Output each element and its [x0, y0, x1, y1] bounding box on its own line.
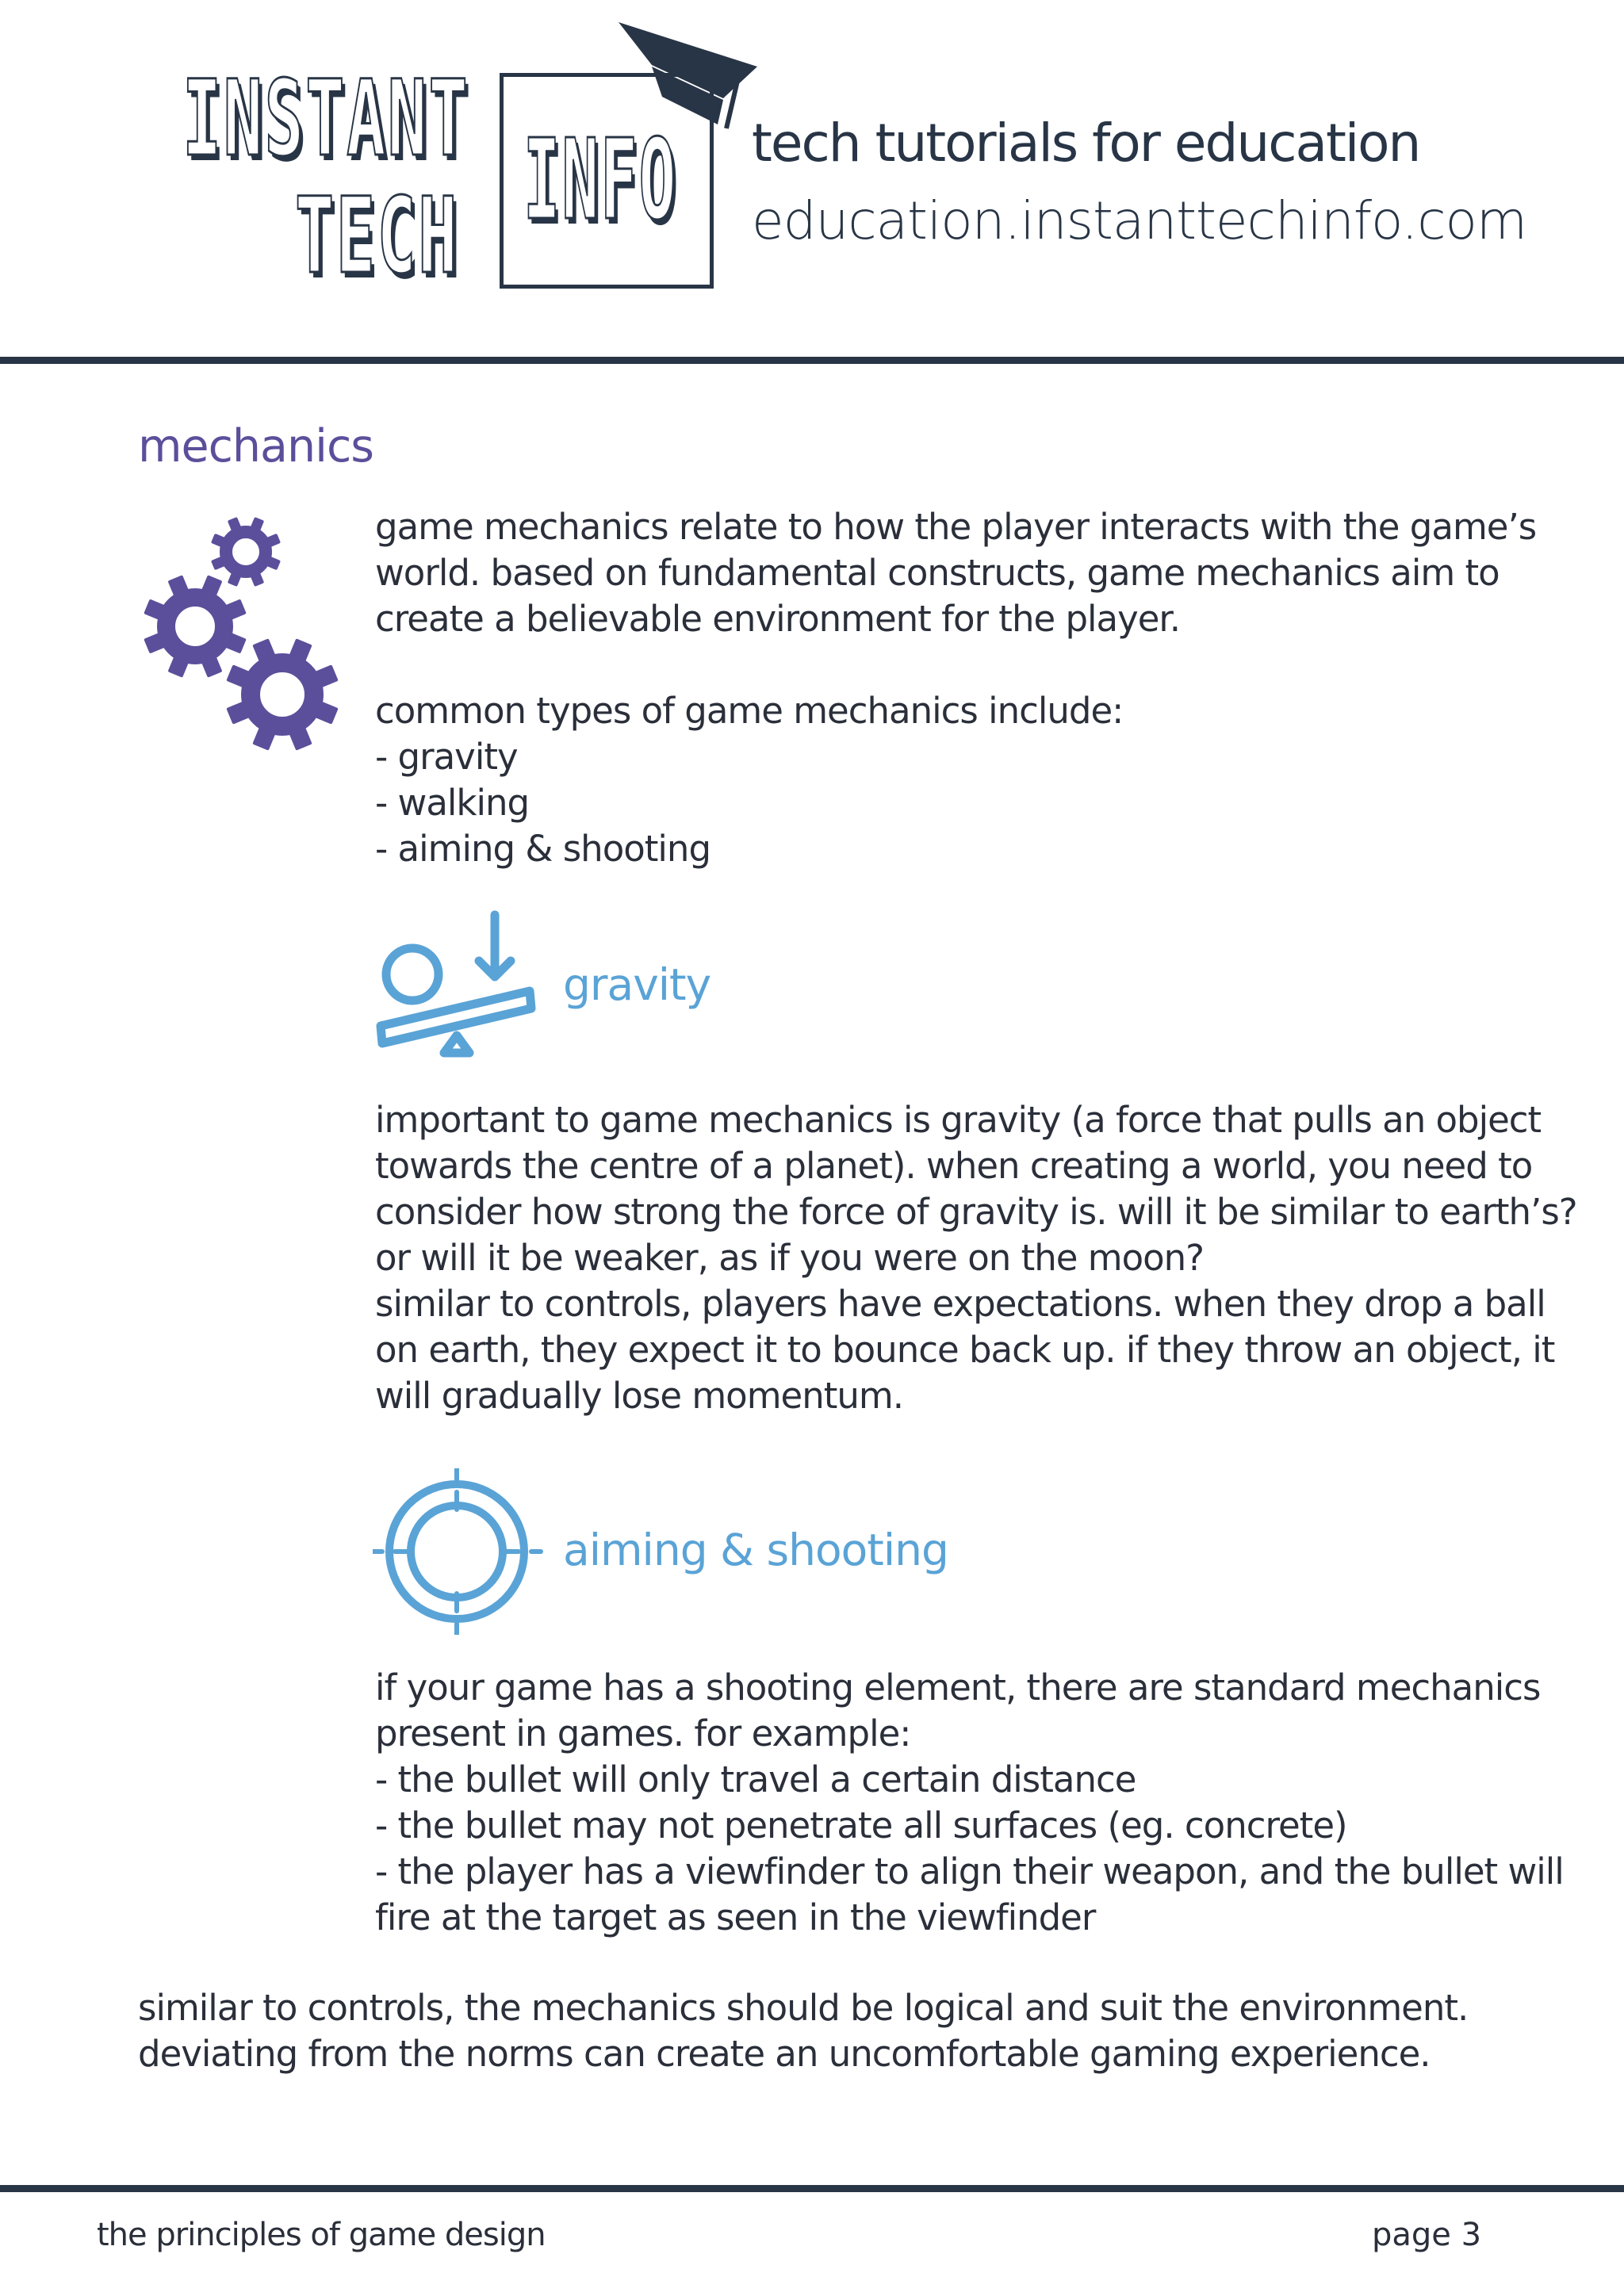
logo-tech-text: TECH	[295, 175, 460, 297]
site-url[interactable]: education.instanttechinfo.com	[752, 190, 1527, 251]
text-line: if your game has a shooting element, there are standard mechanics	[375, 1667, 1541, 1709]
tagline: tech tutorials for education	[752, 113, 1420, 174]
text-line: consider how strong the force of gravity is. will it be similar to earth’s?	[375, 1191, 1577, 1233]
list-intro: common types of game mechanics include:	[375, 690, 1124, 732]
list-item: - gravity	[375, 736, 518, 778]
gravity-seesaw-icon	[373, 909, 543, 1059]
closing-paragraph	[138, 1985, 1469, 2077]
header-divider	[0, 357, 1624, 364]
footer-title: the principles of game design	[97, 2217, 546, 2253]
text-line: - the bullet will only travel a certain distance	[375, 1758, 1136, 1800]
text-line: create a believable environment for the player.	[375, 598, 1181, 640]
text-line: or will it be weaker, as if you were on the moon?	[375, 1237, 1205, 1279]
aiming-paragraph	[375, 1665, 1564, 1941]
text-line: present in games. for example:	[375, 1712, 911, 1755]
intro-paragraph	[375, 504, 1549, 642]
text-line: world. based on fundamental constructs, game mechanics aim to	[375, 552, 1500, 594]
section-title: mechanics	[138, 420, 373, 473]
text-line: will gradually lose momentum.	[375, 1375, 904, 1417]
text-line: towards the centre of a planet). when creating a world, you need to	[375, 1145, 1533, 1187]
list-item: - walking	[375, 782, 530, 824]
graduation-cap-icon	[619, 17, 757, 136]
text-line: - the player has a viewfinder to align their weapon, and the bullet will	[375, 1850, 1564, 1892]
text-line: game mechanics relate to how the player interacts with the game’s	[375, 506, 1537, 548]
gears-icon	[135, 507, 353, 761]
crosshair-icon	[373, 1468, 543, 1635]
logo-instant-text: INSTANT	[182, 58, 470, 180]
text-line: similar to controls, the mechanics should be logical and suit the environment.	[138, 1987, 1469, 2029]
list-item: - aiming & shooting	[375, 828, 711, 870]
gear-shape	[144, 575, 247, 678]
logo-info-text: INFO	[523, 116, 678, 245]
gravity-paragraph	[375, 1097, 1577, 1419]
text-line: important to game mechanics is gravity (a force that pulls an object	[375, 1099, 1542, 1141]
text-line: fire at the target as seen in the viewfinder	[375, 1896, 1096, 1938]
aiming-heading: aiming & shooting	[563, 1525, 948, 1575]
text-line: similar to controls, players have expectations. when they drop a ball	[375, 1283, 1545, 1325]
text-line: - the bullet may not penetrate all surfaces (eg. concrete)	[375, 1804, 1347, 1846]
footer-divider	[0, 2185, 1624, 2192]
text-line: on earth, they expect it to bounce back up. if they throw an object, it	[375, 1329, 1555, 1371]
gear-shape	[226, 638, 338, 750]
gravity-heading: gravity	[563, 959, 711, 1010]
text-line: deviating from the norms can create an uncomfortable gaming experience.	[138, 2033, 1431, 2075]
page-number: page 3	[1372, 2217, 1482, 2253]
gear-shape	[211, 517, 281, 587]
mechanics-types-list	[375, 688, 1549, 872]
